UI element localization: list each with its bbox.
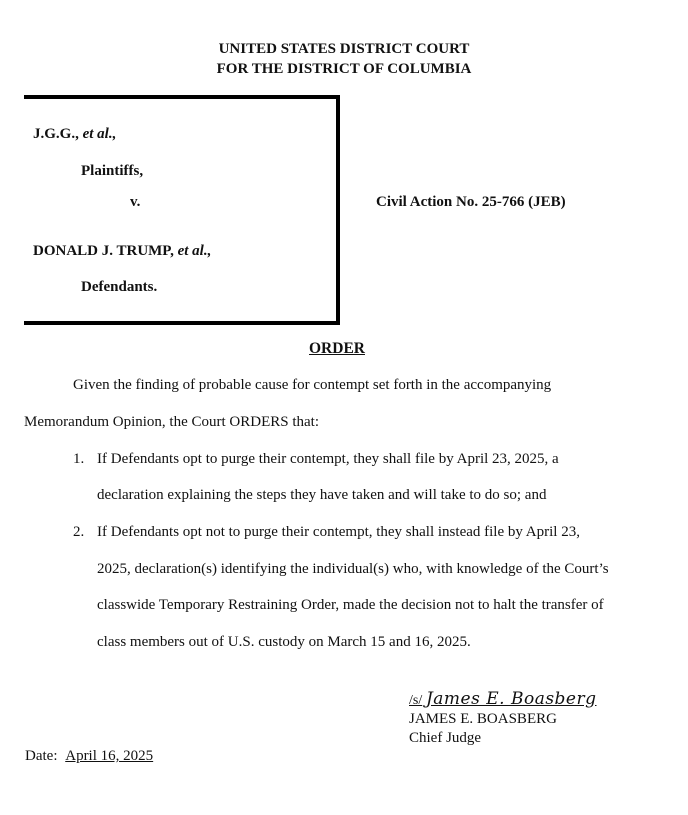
order-item-1-line2: declaration explaining the steps they have taken and will take to do so; and xyxy=(97,487,547,503)
signature-line xyxy=(409,689,597,709)
signature-script: James E. Boasberg xyxy=(425,689,597,709)
judge-printed-name: JAMES E. BOASBERG xyxy=(409,711,557,727)
order-item-2-line2: 2025, declaration(s) identifying the individual(s) who, with knowledge of the Court’s xyxy=(97,561,609,577)
defendant-name-text: DONALD J. TRUMP, xyxy=(33,243,174,259)
order-item-2-number: 2. xyxy=(73,524,85,540)
order-item-2-line3: classwide Temporary Restraining Order, made the decision not to halt the transfer of xyxy=(97,597,604,613)
judge-title: Chief Judge xyxy=(409,730,482,746)
court-name-line1: UNITED STATES DISTRICT COURT xyxy=(218,41,470,57)
order-item-2-line1: If Defendants opt not to purge their contempt, they shall instead file by April 23, xyxy=(97,524,580,540)
defendants-label: Defendants. xyxy=(81,279,158,295)
order-intro-line2: Memorandum Opinion, the Court ORDERS that: xyxy=(24,414,319,430)
order-title: ORDER xyxy=(309,340,365,357)
order-item-1-line1: If Defendants opt to purge their contempt, they shall file by April 23, 2025, a xyxy=(97,451,559,467)
date-line xyxy=(25,748,153,765)
plaintiff-name-text: J.G.G., xyxy=(33,126,79,142)
order-item-1-number: 1. xyxy=(73,451,85,467)
order-intro-line1: Given the finding of probable cause for contempt set forth in the accompanying xyxy=(73,377,552,393)
date-value: April 16, 2025 xyxy=(65,748,154,764)
plaintiff-etal: et al., xyxy=(82,126,117,142)
date-label: Date: xyxy=(25,748,58,764)
plaintiffs-label: Plaintiffs, xyxy=(81,163,144,179)
versus-label: v. xyxy=(130,194,141,210)
court-name-line2: FOR THE DISTRICT OF COLUMBIA xyxy=(216,61,472,77)
plaintiff-name xyxy=(33,126,116,143)
defendant-etal: et al., xyxy=(177,243,212,259)
order-item-2-line4: class members out of U.S. custody on March 15 and 16, 2025. xyxy=(97,634,471,650)
signature-prefix: /s/ xyxy=(409,693,423,708)
defendant-name xyxy=(33,243,211,260)
civil-action-number: Civil Action No. 25-766 (JEB) xyxy=(376,194,566,210)
